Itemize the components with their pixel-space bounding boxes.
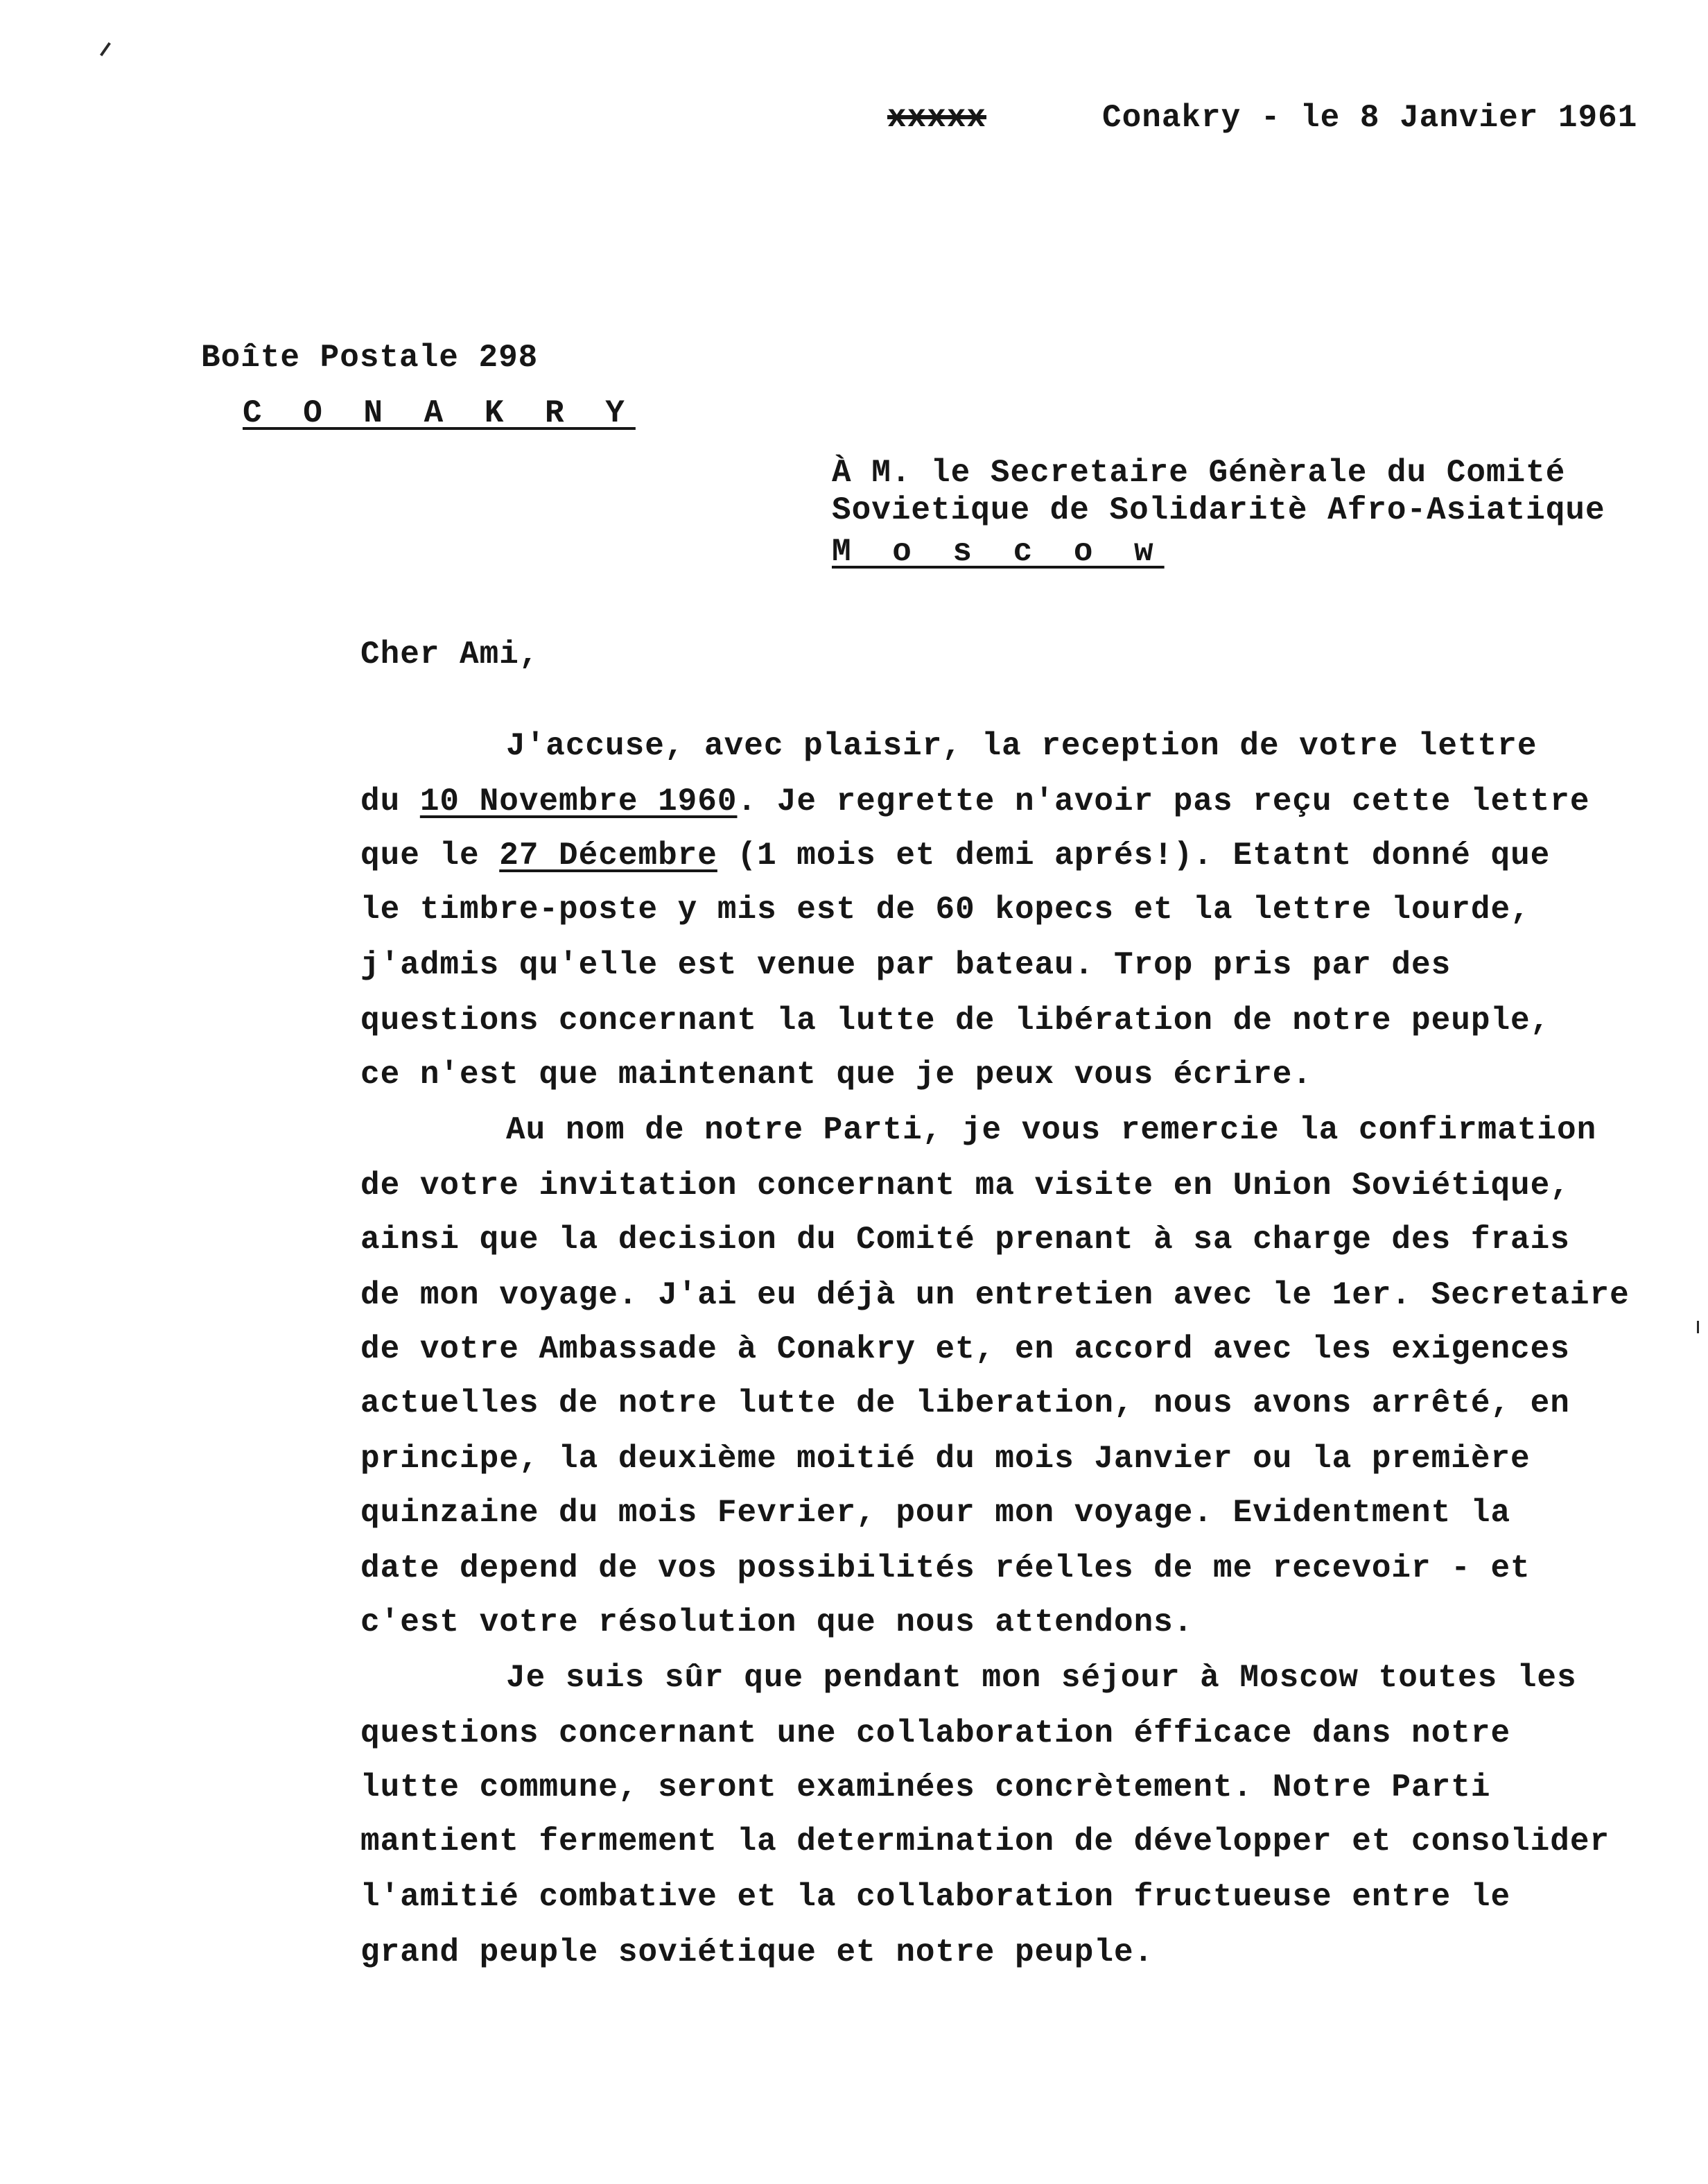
body-line: c'est votre résolution que nous attendons. [360,1604,1194,1640]
body-line: date depend de vos possibilités réelles de me recevoir - et [360,1550,1531,1586]
body-line: J'accuse, avec plaisir, la reception de votre lettre [506,728,1537,764]
body-text: (1 mois et demi aprés!). Etatnt donné que [717,838,1551,874]
body-line: questions concernant la lutte de libération de notre peuple, [360,1003,1551,1039]
recipient-city: M o s c o w [832,534,1165,570]
crossed-out-text: xxxxx [887,100,987,136]
body-line: Je suis sûr que pendant mon séjour à Moscow toutes les [506,1660,1577,1696]
body-line [360,781,1590,822]
scan-mark [100,42,111,56]
body-line [360,835,1550,876]
body-line: grand peuple soviétique et notre peuple. [360,1934,1154,1970]
body-line: quinzaine du mois Fevrier, pour mon voyage. Evidentment la [360,1495,1511,1531]
body-line: lutte commune, seront examinées concrètement. Notre Parti [360,1769,1491,1805]
scan-mark [1697,1321,1699,1333]
body-line: principe, la deuxième moitié du mois Janvier ou la première [360,1441,1531,1477]
body-line: ce n'est que maintenant que je peux vous écrire. [360,1057,1313,1093]
body-line: j'admis qu'elle est venue par bateau. Trop pris par des [360,947,1452,983]
body-line: l'amitié combative et la collaboration fructueuse entre le [360,1879,1511,1915]
sender-postal-box: Boîte Postale 298 [201,340,539,376]
underlined-date: 27 Décembre [499,838,717,874]
body-line: Au nom de notre Parti, je vous remercie la confirmation [506,1112,1597,1148]
recipient-line-2: Sovietique de Solidaritè Afro-Asiatique [832,492,1605,528]
body-line: ainsi que la decision du Comité prenant à sa charge des frais [360,1222,1570,1258]
underlined-date: 10 Novembre 1960 [419,783,738,820]
sender-city: C O N A K R Y [243,395,636,431]
body-text: du [360,783,420,820]
body-line: actuelles de notre lutte de liberation, nous avons arrêté, en [360,1385,1570,1421]
recipient-line-1: À M. le Secretaire Génèrale du Comité [832,455,1566,491]
salutation: Cher Ami, [360,636,539,673]
body-line: de votre invitation concernant ma visite en Union Soviétique, [360,1168,1570,1204]
body-line: de mon voyage. J'ai eu déjà un entretien avec le 1er. Secretaire [360,1277,1630,1313]
place-date: Conakry - le 8 Janvier 1961 [1102,100,1638,136]
body-line: mantient fermement la determination de développer et consolider [360,1823,1610,1860]
body-text: que le [360,838,500,874]
body-line: questions concernant une collaboration éfficace dans notre [360,1715,1511,1751]
body-line: le timbre-poste y mis est de 60 kopecs et la lettre lourde, [360,892,1531,928]
body-text: . Je regrette n'avoir pas reçu cette lettre [737,783,1590,820]
body-line: de votre Ambassade à Conakry et, en accord avec les exigences [360,1331,1570,1367]
